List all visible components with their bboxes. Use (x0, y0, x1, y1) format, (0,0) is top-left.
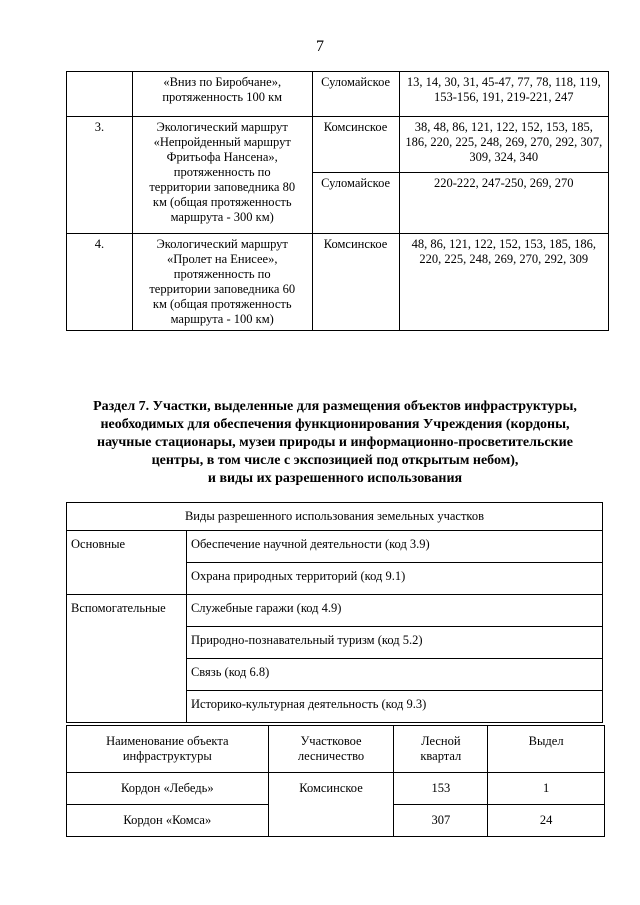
header-line: Участковое (300, 734, 362, 748)
plot-value: 24 (488, 805, 605, 837)
use-item: Охрана природных территорий (код 9.1) (186, 563, 602, 595)
object-name: Кордон «Лебедь» (67, 773, 269, 805)
route-line: протяженность 100 км (162, 90, 283, 104)
route-line: маршрута - 300 км) (170, 210, 274, 224)
route-line: «Непройденный маршрут (153, 135, 291, 149)
heading-line: Раздел 7. Участки, выделенные для размещения объектов инфраструктуры, (93, 399, 577, 414)
use-item: Обеспечение научной деятельности (код 3.9) (186, 531, 602, 563)
main-uses-label: Основные (67, 531, 187, 595)
quarter-value: 307 (394, 805, 488, 837)
route-line: км (общая протяженность (152, 195, 292, 209)
route-line: Экологический маршрут (156, 120, 288, 134)
aux-uses-label: Вспомогательные (67, 595, 187, 723)
quarters-cell: 38, 48, 86, 121, 122, 152, 153, 185, 186, 220, 225, 248, 269, 270, 292, 307, 309, 324, 340 (399, 117, 608, 173)
use-table-header: Виды разрешенного использования земельных участков (67, 503, 603, 531)
table-row (67, 72, 609, 117)
table-row (67, 595, 603, 627)
header-line: лесничество (297, 749, 365, 763)
table-row (67, 773, 605, 805)
forestry-cell: Суломайское (312, 72, 399, 117)
route-line: км (общая протяженность (152, 297, 292, 311)
header-forestry (268, 726, 394, 773)
route-number: 3. (67, 117, 133, 234)
quarters-cell: 220-222, 247-250, 269, 270 (399, 173, 608, 234)
route-description (132, 234, 312, 331)
table-row (67, 234, 609, 331)
quarter-value: 153 (394, 773, 488, 805)
quarters-cell: 48, 86, 121, 122, 152, 153, 185, 186, 220, 225, 248, 269, 270, 292, 309 (399, 234, 608, 331)
forestry-cell: Суломайское (312, 173, 399, 234)
route-line: территории заповедника 80 (149, 180, 296, 194)
route-line: «Вниз по Биробчане», (163, 75, 282, 89)
page-number: 7 (316, 38, 324, 55)
forestry-cell: Комсинское (312, 234, 399, 331)
table-row (67, 531, 603, 563)
header-plot: Выдел (488, 726, 605, 773)
use-item: Связь (код 6.8) (186, 659, 602, 691)
header-object-name (67, 726, 269, 773)
heading-line: научные стационары, музеи природы и информационно-просветительские (97, 435, 573, 450)
table-row (67, 726, 605, 773)
route-line: «Пролет на Енисее», (166, 252, 278, 266)
forestry-cell: Комсинское (312, 117, 399, 173)
use-item: Природно-познавательный туризм (код 5.2) (186, 627, 602, 659)
routes-table (66, 71, 609, 331)
route-line: территории заповедника 60 (149, 282, 296, 296)
route-line: маршрута - 100 км) (170, 312, 274, 326)
route-number (67, 72, 133, 117)
route-number: 4. (67, 234, 133, 331)
forestry-value: Комсинское (268, 773, 394, 837)
permitted-use-table (66, 502, 603, 723)
infrastructure-objects-table (66, 725, 605, 837)
table-row (67, 503, 603, 531)
header-line: инфраструктуры (122, 749, 212, 763)
section-heading (50, 398, 620, 488)
header-line: Наименование объекта (106, 734, 229, 748)
heading-line: центры, в том числе с экспозицией под открытым небом), (151, 453, 519, 468)
heading-line: и виды их разрешенного использования (207, 471, 463, 486)
use-item: Служебные гаражи (код 4.9) (186, 595, 602, 627)
heading-line: необходимых для обеспечения функционирования Учреждения (кордоны, (100, 417, 570, 432)
header-line: квартал (420, 749, 462, 763)
route-line: протяженность по (173, 267, 271, 281)
route-line: Фритьофа Нансена», (166, 150, 278, 164)
use-item: Историко-культурная деятельность (код 9.3) (186, 691, 602, 723)
plot-value: 1 (488, 773, 605, 805)
route-description (132, 117, 312, 234)
header-quarter (394, 726, 488, 773)
quarters-cell: 13, 14, 30, 31, 45-47, 77, 78, 118, 119, 153-156, 191, 219-221, 247 (399, 72, 608, 117)
header-line: Лесной (421, 734, 461, 748)
route-line: протяженность по (173, 165, 271, 179)
table-row (67, 117, 609, 173)
object-name: Кордон «Комса» (67, 805, 269, 837)
route-description (132, 72, 312, 117)
route-line: Экологический маршрут (156, 237, 288, 251)
